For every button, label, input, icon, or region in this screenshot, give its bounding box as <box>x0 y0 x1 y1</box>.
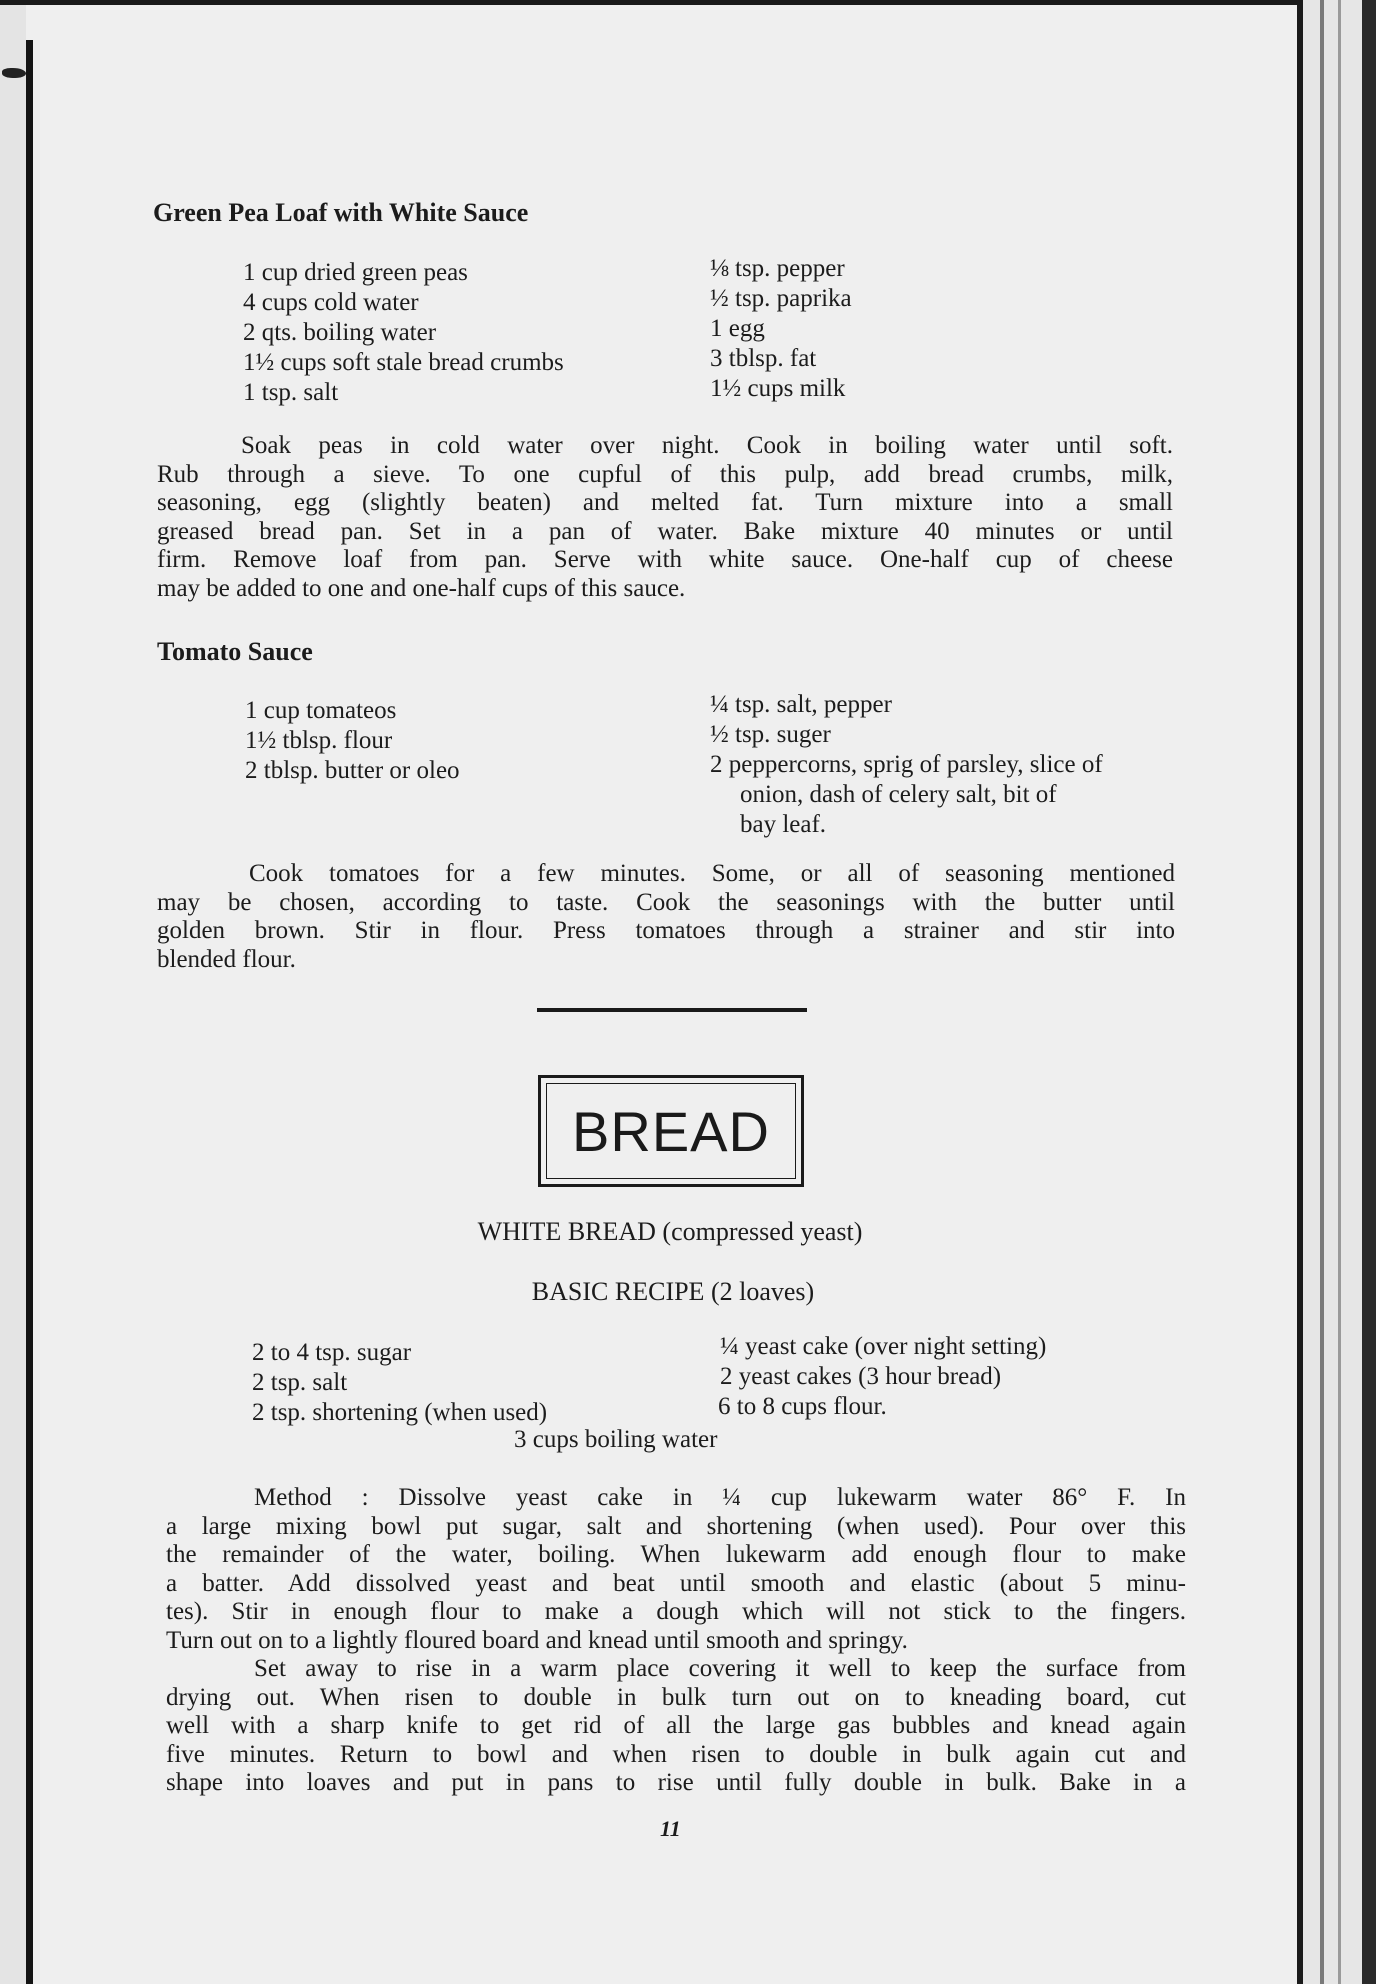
ingredient: 6 to 8 cups flour. <box>718 1393 887 1420</box>
ingredient: 1 cup tomateos <box>245 697 397 724</box>
text-line: Set away to rise in a warm place covering it well to keep the surface from <box>254 1655 1186 1682</box>
text-line: greased bread pan. Set in a pan of water. Bake mixture 40 minutes or until <box>157 517 1173 545</box>
text-line: drying out. When risen to double in bulk turn out on to kneading board, cut <box>166 1683 1186 1711</box>
text-line: a large mixing bowl put sugar, salt and shortening (when used). Pour over this <box>166 1512 1186 1540</box>
page-top-edge <box>0 0 1300 5</box>
ingredient: ½ tsp. suger <box>710 721 831 748</box>
ingredient: 4 cups cold water <box>243 289 419 316</box>
recipe-title-tomato-sauce: Tomato Sauce <box>157 637 313 666</box>
text-line: shape into loaves and put in pans to rise until fully double in bulk. Bake in a <box>166 1769 1186 1796</box>
ingredient: 2 tsp. salt <box>252 1369 348 1396</box>
ingredient: 3 tblsp. fat <box>710 345 817 372</box>
ingredients-right-list <box>710 690 1103 840</box>
text-line: may be chosen, according to taste. Cook the seasonings with the butter until <box>157 888 1175 916</box>
ingredient: 2 yeast cakes (3 hour bread) <box>720 1363 1002 1390</box>
ingredient: 2 tsp. shortening (when used) <box>252 1399 548 1426</box>
method-paragraph <box>166 1484 1186 1655</box>
text-line: a batter. Add dissolved yeast and beat until smooth and elastic (about 5 minu- <box>166 1569 1186 1597</box>
page-stack-line <box>1320 0 1324 1984</box>
ingredient: 2 peppercorns, sprig of parsley, slice of <box>710 751 1103 778</box>
recipe-method-paragraph <box>157 432 1173 603</box>
ingredient: 1½ cups soft stale bread crumbs <box>243 349 564 376</box>
binding-edge <box>26 40 33 1984</box>
ingredient: 2 to 4 tsp. sugar <box>252 1339 412 1366</box>
page-number: 11 <box>660 1816 681 1841</box>
section-subtitle: WHITE BREAD (compressed yeast) <box>477 1217 863 1246</box>
text-line: Cook tomatoes for a few minutes. Some, or all of seasoning mentioned <box>249 860 1175 887</box>
ingredients-left-list <box>243 258 564 408</box>
section-title-box <box>538 1075 804 1187</box>
page-stack-line <box>1338 0 1341 1984</box>
binding-mark <box>2 68 26 78</box>
text-line: Method : Dissolve yeast cake in ¼ cup lukewarm water 86° F. In <box>254 1484 1186 1511</box>
ingredient: onion, dash of celery salt, bit of <box>740 781 1057 808</box>
section-divider <box>537 1008 807 1012</box>
ingredient: 1½ cups milk <box>710 375 846 402</box>
text-line: tes). Stir in enough flour to make a dough which will not stick to the fingers. <box>166 1598 1186 1625</box>
text-line: firm. Remove loaf from pan. Serve with white sauce. One-half cup of cheese <box>157 546 1173 573</box>
text-line: blended flour. <box>157 945 296 973</box>
ingredients-left-list <box>245 696 460 786</box>
page-right-edge <box>1297 0 1303 1984</box>
ingredients-right-list <box>710 254 852 404</box>
section-title: BREAD <box>546 1083 796 1179</box>
text-line: may be added to one and one-half cups of this sauce. <box>157 574 686 602</box>
text-line: seasoning, egg (slightly beaten) and melted fat. Turn mixture into a small <box>157 489 1173 516</box>
text-line: Rub through a sieve. To one cupful of this pulp, add bread crumbs, milk, <box>157 460 1173 488</box>
text-line: golden brown. Stir in flour. Press tomatoes through a strainer and stir into <box>157 917 1175 944</box>
ingredient: 1 egg <box>710 315 765 342</box>
text-line: five minutes. Return to bowl and when risen to double in bulk again cut and <box>166 1740 1186 1768</box>
recipe-title-green-pea-loaf: Green Pea Loaf with White Sauce <box>153 198 529 227</box>
book-cover-edge <box>1362 0 1376 1984</box>
ingredient: 1 tsp. salt <box>243 379 339 406</box>
text-line: Turn out on to a lightly floured board and knead until smooth and springy. <box>166 1626 908 1654</box>
ingredient: 1½ tblsp. flour <box>245 727 393 754</box>
ingredient-center: 3 cups boiling water <box>514 1426 718 1453</box>
text-line: the remainder of the water, boiling. When lukewarm add enough flour to make <box>166 1541 1186 1568</box>
ingredient: ¼ tsp. salt, pepper <box>710 691 892 718</box>
ingredient: ¼ yeast cake (over night setting) <box>720 1333 1047 1360</box>
ingredient: 2 tblsp. butter or oleo <box>245 757 460 784</box>
ingredient: 2 qts. boiling water <box>243 319 437 346</box>
ingredient: 1 cup dried green peas <box>243 259 468 286</box>
text-line: well with a sharp knife to get rid of all the large gas bubbles and knead again <box>166 1712 1186 1739</box>
ingredients-left-list <box>252 1338 547 1428</box>
ingredient: ⅛ tsp. pepper <box>710 255 845 282</box>
ingredient: ½ tsp. paprika <box>710 285 852 312</box>
page-left-margin <box>0 0 26 1984</box>
ingredient: bay leaf. <box>740 811 827 838</box>
method-paragraph <box>166 1655 1186 1798</box>
text-line: Soak peas in cold water over night. Cook in boiling water until soft. <box>241 432 1173 459</box>
recipe-label: BASIC RECIPE (2 loaves) <box>531 1277 815 1306</box>
ingredients-right-list <box>720 1332 1046 1422</box>
recipe-method-paragraph <box>157 860 1175 974</box>
